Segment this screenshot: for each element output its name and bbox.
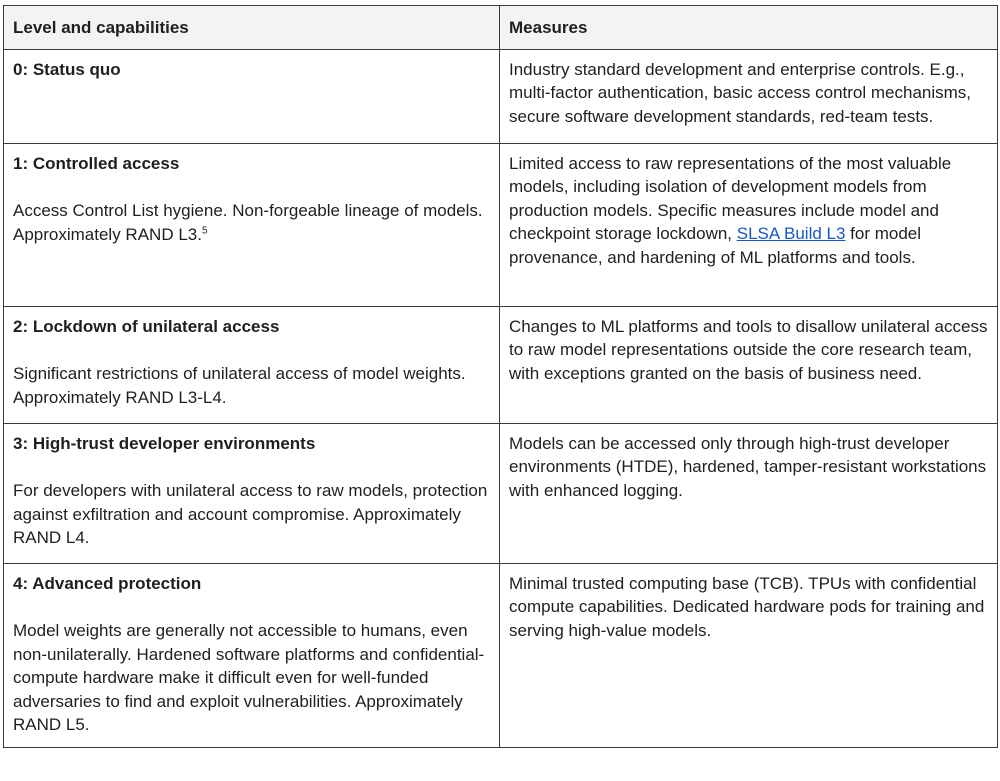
level-description: Model weights are generally not accessible to humans, even non-unilaterally. Hardened software platforms and confidential-compute hardware make it difficult even for well-funded adversaries to find and exploit vulnerabilities. Approximately RAND L5. — [13, 621, 485, 734]
level-description: For developers with unilateral access to raw models, protection against exfiltration and account compromise. Approximately RAND L4. — [13, 481, 488, 547]
header-level-capabilities: Level and capabilities — [4, 6, 500, 50]
slsa-build-l3-link[interactable]: SLSA Build L3 — [736, 224, 846, 243]
level-cell — [4, 143, 500, 306]
header-measures: Measures — [500, 6, 998, 50]
measures-text-before: Limited access to raw representations of the most valuable models, including isolation of development models from production models. Specific measures include model and checkpoint storage lockdown, — [509, 153, 952, 243]
level-title: 2: Lockdown of unilateral access — [13, 316, 280, 336]
level-cell — [4, 423, 500, 563]
table-header-row — [4, 6, 998, 50]
table-row — [4, 563, 998, 747]
level-cell — [4, 306, 500, 423]
level-cell — [4, 563, 500, 747]
measures-cell: Changes to ML platforms and tools to disallow unilateral access to raw model representations outside the core research team, with exceptions granted on the basis of business need. — [500, 306, 998, 423]
level-description-text: Access Control List hygiene. Non-forgeable lineage of models. Approximately RAND L3. — [13, 201, 483, 244]
table-row — [4, 143, 998, 306]
level-description — [13, 199, 490, 246]
measures-cell: Minimal trusted computing base (TCB). TPUs with confidential compute capabilities. Dedicated hardware pods for training and serving high-value models. — [500, 563, 998, 747]
footnote-marker[interactable]: 5 — [201, 224, 208, 236]
measures-text-after: for model provenance, and hardening of ML platforms and tools. — [509, 224, 922, 267]
level-description: Significant restrictions of unilateral access of model weights. Approximately RAND L3-L4. — [13, 364, 466, 407]
table-row — [4, 423, 998, 563]
measures-cell — [500, 143, 998, 306]
security-levels-table — [3, 5, 998, 748]
level-cell — [4, 49, 500, 143]
level-title: 0: Status quo — [13, 59, 121, 79]
measures-cell: Industry standard development and enterprise controls. E.g., multi-factor authentication, basic access control mechanisms, secure software development standards, red-team tests. — [500, 49, 998, 143]
table-row — [4, 49, 998, 143]
level-title: 3: High-trust developer environments — [13, 433, 316, 453]
level-title: 4: Advanced protection — [13, 573, 202, 593]
table-row — [4, 306, 998, 423]
level-title: 1: Controlled access — [13, 153, 180, 173]
measures-cell: Models can be accessed only through high-trust developer environments (HTDE), hardened, tamper-resistant workstations with enhanced logging. — [500, 423, 998, 563]
